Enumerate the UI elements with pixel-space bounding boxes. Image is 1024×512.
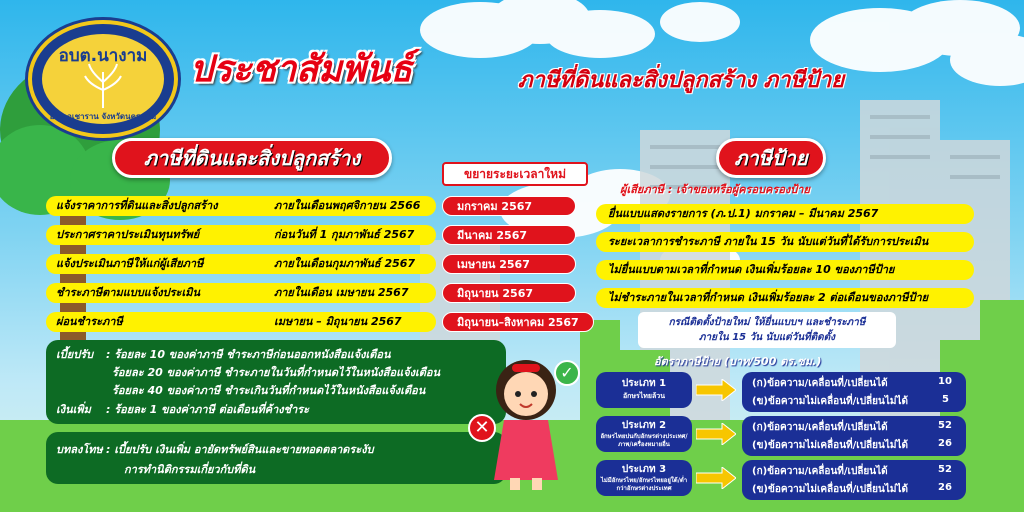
rate-type-label: ประเภท 2 [621,420,667,431]
land-row-old: ภายในเดือน เมษายน 2567 [274,286,409,299]
rate-b-label: (ข)ข้อความไม่เคลื่อนที่/เปลี่ยนไม่ได้ [752,396,909,407]
rice-plant-icon [83,62,123,108]
rate-b-label: (ข)ข้อความไม่เคลื่อนที่/เปลี่ยนไม่ได้ [752,484,909,495]
land-row [46,225,436,245]
rate-type [596,460,692,496]
rate-title: อัตราภาษีป้าย (บาท/500 ตร.ซม.) [654,355,822,368]
land-row-old: เมษายน – มิถุนายน 2567 [274,315,402,328]
arrow-right-icon [696,379,736,401]
arrow-right-icon [696,467,736,489]
rate-type-desc: ไม่มีอักษรไทย/อักษรไทยอยู่ใต้/ต่ำกว่าอักษรต่างประเทศ [600,477,688,492]
land-row [46,312,436,332]
page-subtitle: ภาษีที่ดินและสิ่งปลูกสร้าง ภาษีป้าย [518,68,845,93]
new-period-label: ขยายระยะเวลาใหม่ [442,162,588,186]
organization-logo [28,20,178,138]
land-row-new: มิถุนายน–สิงหาคม 2567 [442,312,594,332]
sanction-line-2: การทำนิติกรรมเกี่ยวกับที่ดิน [124,463,256,476]
land-row-new: มิถุนายน 2567 [442,283,576,303]
land-row-new: เมษายน 2567 [442,254,576,274]
land-row-item: ผ่อนชำระภาษี [56,315,123,328]
sign-tax-heading: ภาษีป้าย [716,138,826,178]
rate-type-label: ประเภท 3 [621,464,667,475]
logo-name: อบต.นางาม [58,46,148,66]
rate-b-value: 26 [938,482,952,493]
fine-label: เบี้ยปรับ [56,348,94,361]
fine-rate-3: ร้อยละ 40 ของค่าภาษี ชำระเกินวันที่กำหนดไว้ในหนังสือแจ้งเตือน [112,384,426,397]
rate-values [742,416,966,456]
sanction-line-1: : เบี้ยปรับ เงินเพิ่ม อายัดทรัพย์สินและขายทอดตลาดระงับ [106,443,374,456]
logo-emblem [42,34,164,124]
sign-row: ไม่ชำระภายในเวลาที่กำหนด เงินเพิ่มร้อยละ 2 ต่อเดือนของภาษีป้าย [596,288,974,308]
penalty-box [46,340,506,424]
rate-type [596,372,692,408]
land-row-old: ภายในเดือนพฤศจิกายน 2566 [274,199,421,212]
land-row-item: ประกาศราคาประเมินทุนทรัพย์ [56,228,200,241]
rate-a-value: 52 [938,464,952,475]
correct-icon: ✓ [554,360,580,386]
rate-a-label: (ก)ข้อความ/เคลื่อนที่/เปลี่ยนได้ [752,378,888,389]
new-sign-note [638,312,896,348]
rate-a-value: 10 [938,376,952,387]
new-sign-line-2: ภายใน 15 วัน นับแต่วันที่ติดตั้ง [698,332,836,343]
rate-b-value: 26 [938,438,952,449]
rate-values [742,372,966,412]
rate-type-desc: อักษรไทยล้วน [622,392,666,400]
page-title: ประชาสัมพันธ์ [190,49,413,90]
rate-a-value: 52 [938,420,952,431]
sanction-box [46,432,506,484]
rate-values [742,460,966,500]
rate-a-label: (ก)ข้อความ/เคลื่อนที่/เปลี่ยนได้ [752,422,888,433]
fine-rate-1: : ร้อยละ 10 ของค่าภาษี ชำระภาษีก่อนออกหนังสือแจ้งเตือน [106,348,391,361]
land-tax-heading: ภาษีที่ดินและสิ่งปลูกสร้าง [112,138,392,178]
arrow-right-icon [696,423,736,445]
land-row-item: แจ้งราคาการที่ดินและสิ่งปลูกสร้าง [56,199,218,212]
land-row-new: มกราคม 2567 [442,196,576,216]
land-row [46,196,436,216]
rate-type-label: ประเภท 1 [621,378,667,389]
logo-location: อำเภอเชาราน จังหวัดนครพนม [49,112,157,121]
sanction-label: บทลงโทษ [56,443,103,456]
land-row-new: มีนาคม 2567 [442,225,576,245]
land-row [46,283,436,303]
sign-row: ระยะเวลาการชำระภาษี ภายใน 15 วัน นับแต่วันที่ได้รับการประเมิน [596,232,974,252]
land-row-old: ก่อนวันที่ 1 กุมภาพันธ์ 2567 [274,228,415,241]
land-row-item: แจ้งประเมินภาษีให้แก่ผู้เสียภาษี [56,257,204,270]
land-row-item: ชำระภาษีตามแบบแจ้งประเมิน [56,286,200,299]
land-row-old: ภายในเดือนกุมภาพันธ์ 2567 [274,257,416,270]
new-sign-line-1: กรณีติดตั้งป้ายใหม่ ให้ยื่นแบบฯ และชำระภาษี [668,317,866,328]
sign-row: ยื่นแบบแสดงรายการ (ภ.ป.1) มกราคม – มีนาคม 2567 [596,204,974,224]
rate-b-value: 5 [942,394,949,405]
rate-type [596,416,692,452]
taxpayer-label: ผู้เสียภาษี : เจ้าของหรือผู้ครอบครองป้าย [620,183,810,196]
wrong-icon: ✕ [468,414,496,442]
sign-rate-table [596,372,976,504]
land-row [46,254,436,274]
rate-type-desc: อักษรไทยปนกับอักษรต่างประเทศ/ภาพ/เครื่องหมายอื่น [600,433,688,448]
rate-a-label: (ก)ข้อความ/เคลื่อนที่/เปลี่ยนได้ [752,466,888,477]
surcharge-rate: : ร้อยละ 1 ของค่าภาษี ต่อเดือนที่ค้างชำระ [106,403,310,416]
rate-b-label: (ข)ข้อความไม่เคลื่อนที่/เปลี่ยนไม่ได้ [752,440,909,451]
surcharge-label: เงินเพิ่ม [56,403,91,416]
sign-row: ไม่ยื่นแบบตามเวลาที่กำหนด เงินเพิ่มร้อยละ 10 ของภาษีป้าย [596,260,974,280]
fine-rate-2: ร้อยละ 20 ของค่าภาษี ชำระภายในวันที่กำหนดไว้ในหนังสือแจ้งเตือน [112,366,441,379]
